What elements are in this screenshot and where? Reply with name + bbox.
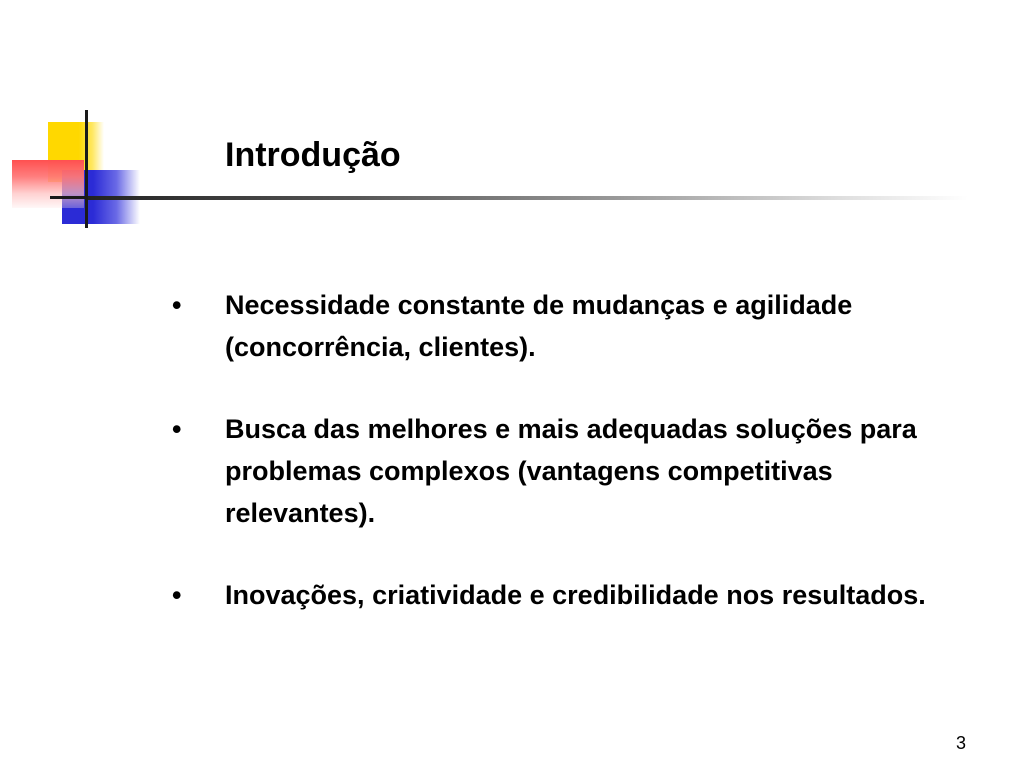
bullet-list	[172, 284, 972, 656]
title-underline-rule	[88, 196, 968, 200]
bullet-text: Necessidade constante de mudanças e agilidade (concorrência, clientes).	[225, 290, 853, 362]
bullet-dot-icon: •	[172, 580, 182, 610]
bullet-dot-icon: •	[172, 414, 182, 444]
decorative-logo	[0, 0, 160, 240]
bullet-item	[172, 284, 972, 368]
slide-title: Introdução	[225, 136, 401, 174]
bullet-dot-icon: •	[172, 290, 182, 320]
bullet-item	[172, 574, 972, 616]
bullet-text: Busca das melhores e mais adequadas soluções para problemas complexos (vantagens competitivas relevantes).	[225, 414, 917, 528]
page-number: 3	[955, 733, 966, 753]
logo-vertical-line	[85, 110, 88, 228]
logo-red-square	[12, 160, 84, 208]
bullet-item	[172, 408, 972, 534]
logo-horizontal-line	[50, 196, 90, 199]
bullet-text: Inovações, criatividade e credibilidade nos resultados.	[225, 580, 926, 610]
